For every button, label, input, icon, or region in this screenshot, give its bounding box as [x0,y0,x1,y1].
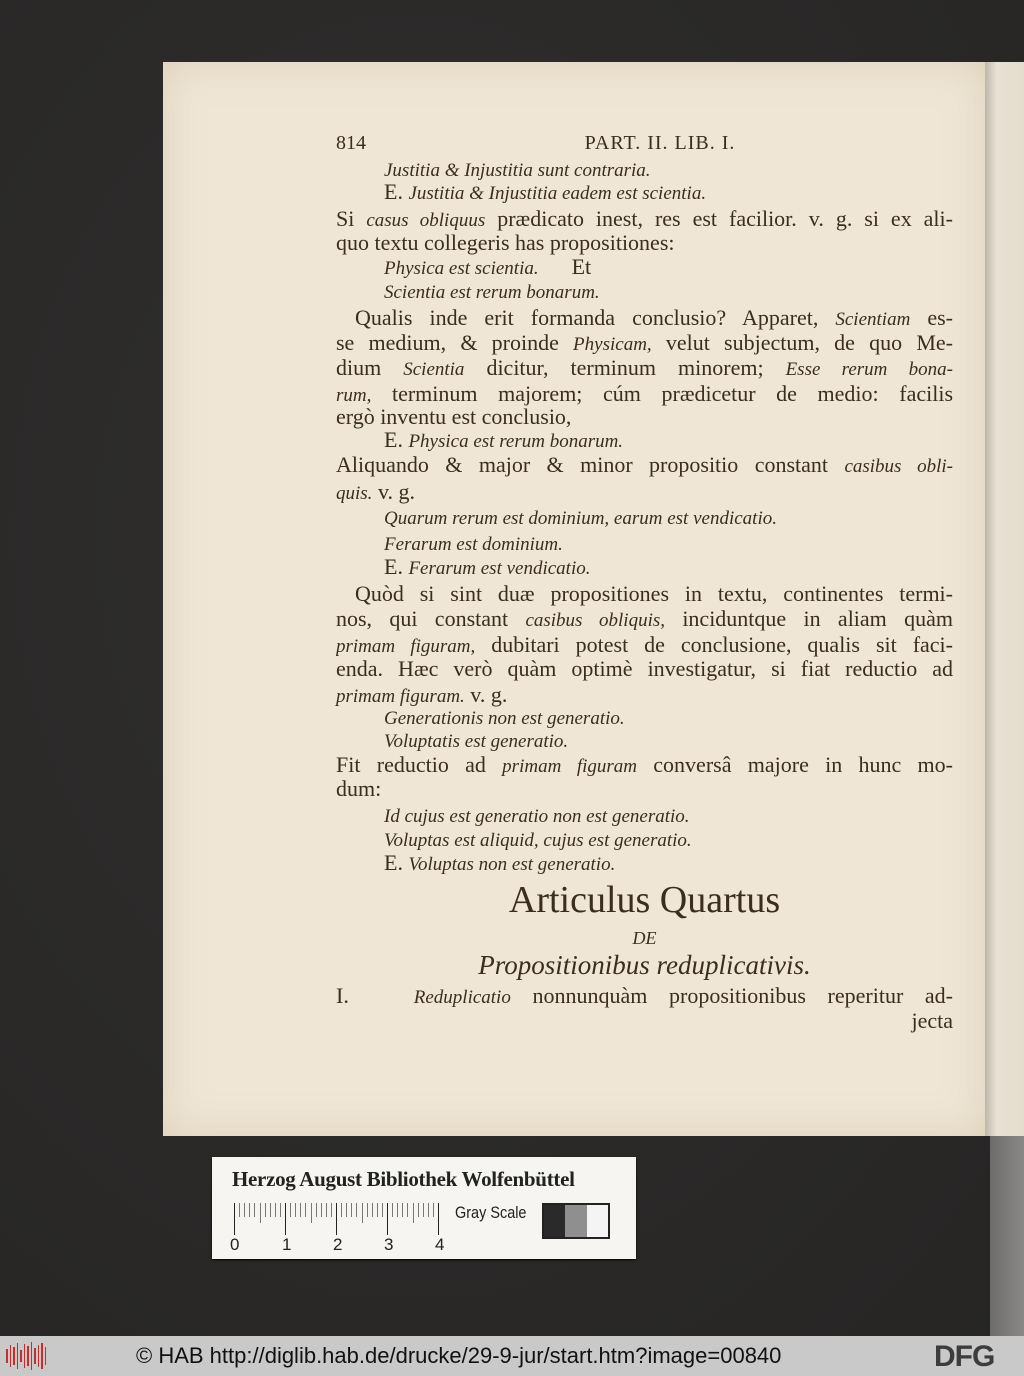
text-run: prædicato inest, res est facilior. v. g. si ex ali- [485,206,953,231]
text-run: dubitari potest de conclusione, qualis sit faci- [475,632,953,657]
italic-run: casus obliquus [366,210,486,231]
running-head: PART. II. LIB. I. [584,132,736,154]
text-run: dium [336,355,404,380]
ruler-number: 1 [282,1235,292,1254]
italic-run: primam figuram. [336,686,465,707]
text-run: E. [384,850,409,875]
text-line [355,581,953,607]
text-run: dicitur, terminum minorem; [464,355,786,380]
ruler-tick [341,1203,342,1217]
ruler-number: 2 [333,1235,343,1254]
logo-bar [31,1342,33,1370]
text-run: conversâ majore in hunc mo- [637,752,953,777]
ruler-tick [402,1203,403,1217]
text-line [384,427,623,455]
ruler-tick [305,1203,306,1217]
italic-run: casibus obli- [844,456,953,477]
text-run: Aliquando & major & minor propositio constant [336,452,845,477]
text-run: se medium, & proinde [336,330,574,355]
ruler-tick [418,1203,419,1217]
text-line [336,656,953,682]
text-run: inciduntque in aliam quàm [665,606,953,631]
italic-run: rum, [336,385,372,406]
text-line [336,632,953,658]
italic-run: Ferarum est vendicatio. [408,558,591,579]
dfg-logo: DFG [934,1340,995,1373]
text-run: terminum majorem; cúm prædicetur de medio: facilis [371,381,953,406]
ruler-number: 4 [435,1235,445,1254]
text-line [384,850,615,878]
ruler-tick [280,1203,281,1217]
logo-bar [13,1347,15,1365]
italic-run: primam figuram [502,756,637,777]
ruler-tick [356,1203,357,1217]
text-line [384,727,568,755]
ruler-tick [270,1203,271,1217]
italic-run: Justitia & Injustitia sunt contraria. [384,160,651,181]
text-run: nonnunquàm propositionibus reperitur ad- [510,983,953,1008]
text-run: jecta [911,1008,953,1033]
italic-run: Voluptatis est generatio. [384,731,569,752]
logo-bar [10,1345,12,1367]
ruler-tick [265,1203,266,1217]
hab-logo-icon [6,1342,46,1370]
ruler-tick [254,1203,255,1217]
logo-bar [38,1345,40,1367]
gray-scale-label: Gray Scale [455,1203,527,1222]
ruler-tick [392,1203,393,1217]
text-run: E. [384,179,409,204]
ruler-tick [438,1203,439,1235]
logo-bar [24,1344,26,1368]
italic-run: quis. [336,483,373,504]
text-line [336,983,953,1009]
footer-copyright-link[interactable]: © HAB http://diglib.hab.de/drucke/29-9-jur/start.htm?image=00840 [136,1343,782,1368]
ruler-tick [382,1203,383,1217]
text-run: E. [384,427,409,452]
text-line [336,230,675,256]
ruler-tick [295,1203,296,1217]
text-run: I. [336,983,414,1008]
ruler-tick [326,1203,327,1217]
italic-run: Scientia est rerum bonarum. [384,282,600,303]
section-subheading: Propositionibus reduplicativis. [478,950,811,980]
page-number: 814 [336,132,366,154]
ruler-tick [346,1203,347,1217]
text-run: ergò inventu est conclusio, [336,404,572,429]
text-run: Et [538,254,592,279]
italic-run: Reduplicatio [413,987,511,1008]
ruler-tick [428,1203,429,1217]
ruler-tick [387,1203,388,1235]
italic-run: Voluptas est aliquid, cujus est generatio. [384,830,692,851]
text-run: Qualis inde erit formanda conclusio? Apparet, [355,305,836,330]
ruler-tick [239,1203,240,1217]
logo-bar [6,1349,8,1363]
logo-bar [27,1346,29,1366]
text-line [384,554,591,582]
text-run: dum: [336,776,382,801]
gray-scale-swatch [542,1203,610,1239]
ruler-tick [331,1203,332,1217]
ruler-tick [234,1203,235,1235]
italic-run: Scientiam [835,309,911,330]
facing-page-shadow [990,1136,1024,1336]
italic-run: Esse rerum bona- [785,359,953,380]
italic-run: Voluptas non est generatio. [408,854,616,875]
ruler-tick [290,1203,291,1217]
italic-run: Quarum rerum est dominium, earum est vendicatio. [384,508,777,529]
footer-bar [0,1336,1024,1376]
ruler-tick [316,1203,317,1217]
ruler-tick [244,1203,245,1217]
ruler-tick [407,1203,408,1217]
text-line [336,330,953,356]
text-run: v. g. [372,479,416,504]
ruler-tick [413,1203,414,1223]
text-line [336,206,953,232]
italic-run: casibus obliquis, [525,610,665,631]
italic-run: Physica est rerum bonarum. [408,431,624,452]
text-run: nos, qui constant [336,606,526,631]
section-heading-de: DE [632,928,657,948]
text-run: enda. Hæc verò quàm optimè investigatur, si fiat reductio ad [336,656,953,681]
text-line [384,179,706,207]
italic-run: Physicam, [573,334,652,355]
ruler-tick [372,1203,373,1217]
ruler-tick [397,1203,398,1217]
text-line [355,305,953,331]
card-title: Herzog August Bibliothek Wolfenbüttel [232,1167,575,1191]
ruler [234,1203,442,1235]
text-run: v. g. [464,682,508,707]
gray-swatch [544,1205,565,1237]
text-line [336,452,953,478]
ruler-tick [433,1203,434,1217]
text-line [900,1008,953,1034]
logo-bar [34,1348,36,1364]
text-run: es- [910,305,953,330]
ruler-tick [362,1203,363,1223]
ruler-tick [336,1203,337,1235]
ruler-tick [311,1203,312,1223]
ruler-tick [300,1203,301,1217]
italic-run: Physica est scientia. [384,258,539,279]
ruler-tick [367,1203,368,1217]
ruler-tick [423,1203,424,1217]
gray-swatch [565,1205,586,1237]
ruler-tick [351,1203,352,1217]
section-heading: Articulus Quartus [508,879,781,921]
text-run: Quòd si sint duæ propositiones in textu, continentes termi- [355,581,953,606]
text-line [336,606,953,632]
ruler-number: 3 [384,1235,394,1254]
italic-run: Id cujus est generatio non est generatio. [384,806,690,827]
logo-bar [45,1347,47,1365]
text-run: velut subjectum, de quo Me- [651,330,953,355]
text-run: quo textu collegeris has propositiones: [336,230,675,255]
logo-bar [20,1350,22,1362]
text-line [336,776,381,802]
text-run: Si [336,206,367,231]
text-run: E. [384,554,409,579]
ruler-tick [249,1203,250,1217]
gray-swatch [587,1205,608,1237]
ruler-tick [260,1203,261,1223]
text-line [384,504,777,532]
ruler-tick [321,1203,322,1217]
italic-run: Scientia [403,359,465,380]
text-run: Fit reductio ad [336,752,503,777]
text-line [336,355,953,381]
text-line [384,278,600,306]
text-line [336,479,415,507]
logo-bar [41,1343,43,1369]
ruler-number: 0 [230,1235,240,1254]
facing-page-edge [985,62,1024,1136]
italic-run: Generationis non est generatio. [384,708,625,729]
text-line [336,752,953,778]
logo-bar [17,1343,19,1369]
italic-run: Justitia & Injustitia eadem est scientia. [408,183,707,204]
ruler-tick [275,1203,276,1217]
italic-run: primam figuram, [336,636,476,657]
ruler-tick [285,1203,286,1235]
ruler-tick [377,1203,378,1217]
italic-run: Ferarum est dominium. [384,534,563,555]
color-reference-card [212,1157,636,1259]
